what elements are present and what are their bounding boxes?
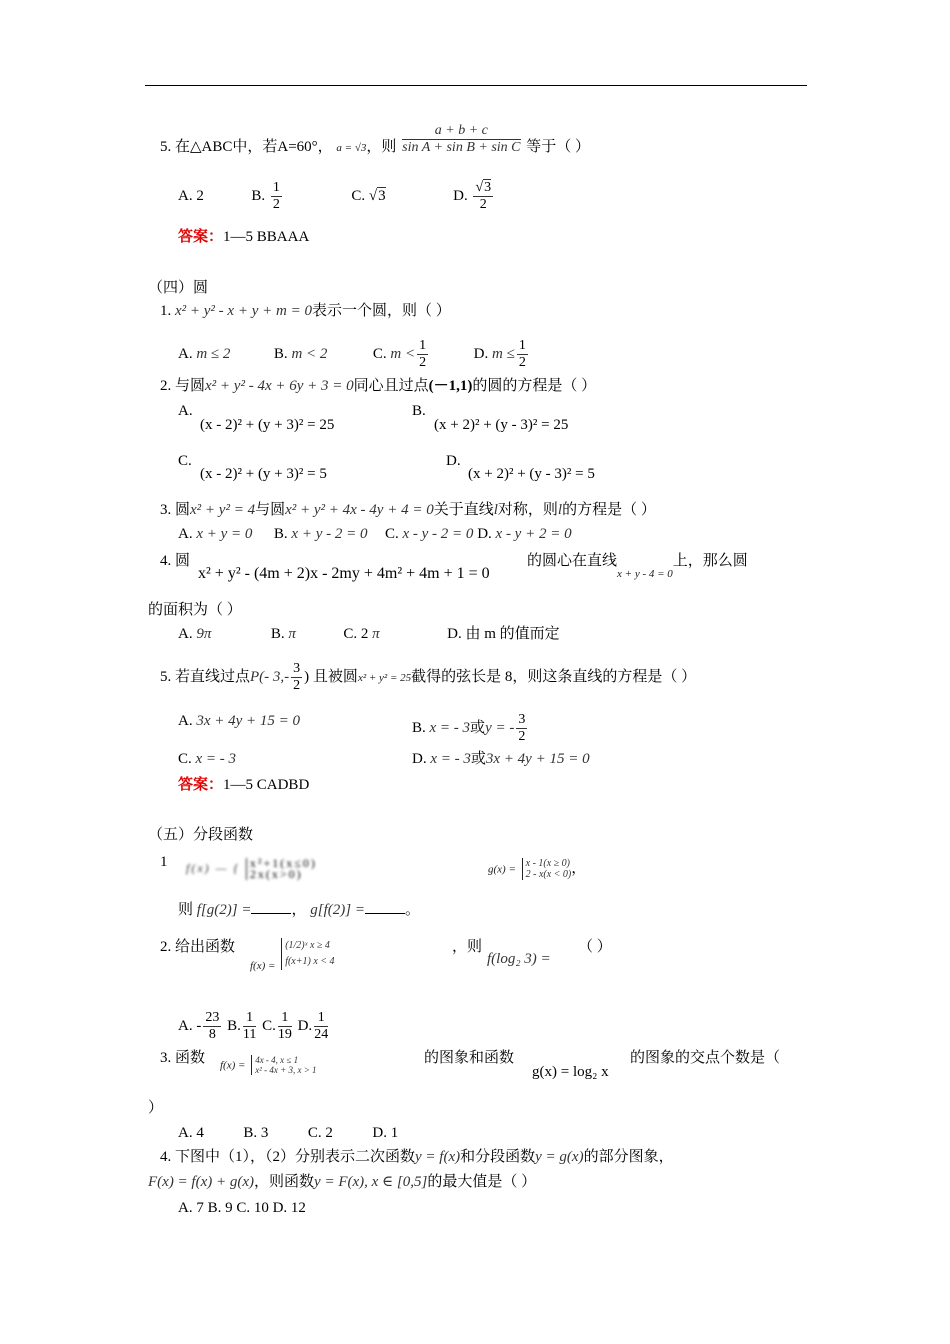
option-d-label: D. bbox=[453, 187, 468, 204]
option-b-fraction: $\frac{1}{2}$ bbox=[272, 180, 280, 212]
option-b: B. x = - 3或y = - $\frac{3}{2}$ bbox=[412, 712, 526, 744]
question-2-expr: f(log₂ 3) = bbox=[487, 951, 551, 967]
question-text: ，则 bbox=[366, 139, 397, 155]
answer-text: 1—5 BBAAA bbox=[223, 229, 310, 245]
header-rule bbox=[145, 85, 807, 86]
option-b: B. bbox=[412, 403, 426, 419]
question-text: （ ） bbox=[578, 939, 612, 955]
question-text: 的面积为（ ） bbox=[148, 602, 242, 618]
question-number: 5. bbox=[160, 139, 172, 155]
question-number: 1 bbox=[160, 854, 168, 870]
piecewise-question-3: 3. 函数 bbox=[160, 1050, 206, 1066]
option-d: D. bbox=[446, 453, 461, 469]
option-c-sqrt: 3 bbox=[378, 187, 386, 204]
question-text: ） bbox=[148, 1100, 164, 1116]
option-d-fraction: $\frac{√3}{2}$ bbox=[475, 180, 492, 212]
g-log-expression: g(x) = log₂ x bbox=[532, 1064, 609, 1080]
options-row: A. 7 B. 9 C. 10 D. 12 bbox=[178, 1200, 306, 1216]
equation: x² + y² - (4m + 2)x - 2my + 4m² + 4m + 1 = 0 bbox=[198, 565, 490, 582]
blank-1[interactable] bbox=[251, 899, 291, 914]
options-row: A. 9π B. π C. 2 π D. 由 m 的值而定 bbox=[178, 626, 560, 642]
option-a: A. bbox=[178, 403, 193, 419]
answer-label: 答案： bbox=[178, 229, 224, 245]
option-d-value: (x + 2)² + (y - 3)² = 5 bbox=[468, 466, 595, 482]
piecewise-question-2: 2. 给出函数 bbox=[160, 939, 236, 955]
circle-question-4-cont: 的圆心在直线$_{x + y - 4 = 0}$上，那么圆 bbox=[527, 553, 748, 580]
option-d: D. x = - 3或3x + 4y + 15 = 0 bbox=[412, 751, 590, 767]
options-row: A. m ≤ 2 B. m < 2 C. m < $\frac{1}{2}$ D. m ≤ $\frac{1}{2}$ bbox=[178, 338, 526, 370]
options-row: A. 4 B. 3 C. 2 D. 1 bbox=[178, 1125, 399, 1141]
option-c: C. bbox=[178, 453, 192, 469]
blurred-f-definition: f(x) — { x²+1(x≤0) 2x(x>0) bbox=[186, 856, 317, 881]
circle-question-2: 2. 与圆x² + y² - 4x + 6y + 3 = 0同心且过点(－1,1)的圆的方程是（ ） bbox=[160, 378, 597, 394]
question-text: 等于（ ） bbox=[526, 139, 591, 155]
option-a: A. 2 bbox=[178, 187, 204, 204]
answer-line bbox=[178, 228, 309, 246]
section-title-circle: （四）圆 bbox=[148, 280, 209, 296]
option-a-value: (x - 2)² + (y + 3)² = 25 bbox=[200, 417, 335, 433]
option-b-label: B. bbox=[251, 187, 266, 204]
options-row: A. 2 B. $\frac{1}{2}$ C. √3 D. $\frac{√3}{2}$ bbox=[178, 180, 492, 212]
option-b-value: (x + 2)² + (y - 3)² = 25 bbox=[434, 417, 569, 433]
fraction: $\frac{a + b + c}{\text{sin A + sin B + sin C}}$ bbox=[402, 123, 521, 156]
question-text: 在△ABC中，若A=60°， bbox=[175, 139, 333, 155]
option-c-value: (x - 2)² + (y + 3)² = 5 bbox=[200, 466, 327, 482]
piecewise-question-4: 4. 下图中（1），（2）分别表示二次函数y = f(x)和分段函数y = g(x)的部分图象， bbox=[160, 1149, 674, 1165]
circle-question-4: 4. 圆 bbox=[160, 553, 191, 569]
circle-question-5: 5. 若直线过点P(- 3,- $\frac{3}{2}$ ) 且被圆x² + y² = 25截得的弦长是 8，则这条直线的方程是（ ） bbox=[160, 661, 697, 693]
question-2-cont: ，则 bbox=[452, 939, 483, 955]
piecewise-question-4-line2: F(x) = f(x) + g(x)，则函数y = F(x), x ∈ [0,5]的最大值是（ ） bbox=[148, 1174, 537, 1190]
piecewise-f-definition: $_{f(x) =}$ (1/2)ˣ x ≥ 4 f(x+1) x < 4 bbox=[250, 940, 335, 973]
option-a: A. 3x + 4y + 15 = 0 bbox=[178, 713, 301, 729]
circle-question-1: 1. x² + y² - x + y + m = 0表示一个圆，则（ ） bbox=[160, 303, 451, 319]
question-3-cont: 的图象和函数 bbox=[424, 1050, 515, 1066]
option-c: C. x = - 3 bbox=[178, 751, 237, 767]
piecewise-f3-definition: f(x) = 4x - 4, x ≤ 1 x² - 4x + 3, x > 1 bbox=[220, 1055, 317, 1075]
question-5-triangle bbox=[160, 123, 591, 157]
question-1-fill: 则 f[g(2)] = ， g[f(2)] = 。 bbox=[178, 899, 420, 919]
condition-math: a = √3 bbox=[336, 142, 367, 154]
blank-2[interactable] bbox=[365, 899, 405, 914]
circle-question-3: 3. 圆x² + y² = 4与圆x² + y² + 4x - 4y + 4 = 0关于直线l对称，则l的方程是（ ） bbox=[160, 502, 656, 518]
section-title-piecewise: （五）分段函数 bbox=[148, 827, 254, 843]
options-row: A. - $\frac{23}{8}$ B. $\frac{1}{11}$ C. $\frac{1}{19}$ D. $\frac{1}{24}$ bbox=[178, 1010, 329, 1042]
answer-line: 答案：1—5 CADBD bbox=[178, 777, 310, 793]
options-row: A. x + y = 0 B. x + y - 2 = 0 C. x - y - 2 = 0 D. x - y + 2 = 0 bbox=[178, 526, 572, 542]
equation: x² + y² - x + y + m = 0 bbox=[175, 303, 312, 319]
question-text: 的图象的交点个数是（ bbox=[630, 1050, 781, 1066]
g-definition: g(x) = x - 1(x ≥ 0) 2 - x(x < 0) ， bbox=[488, 858, 587, 880]
option-c-label: C. bbox=[351, 187, 366, 204]
